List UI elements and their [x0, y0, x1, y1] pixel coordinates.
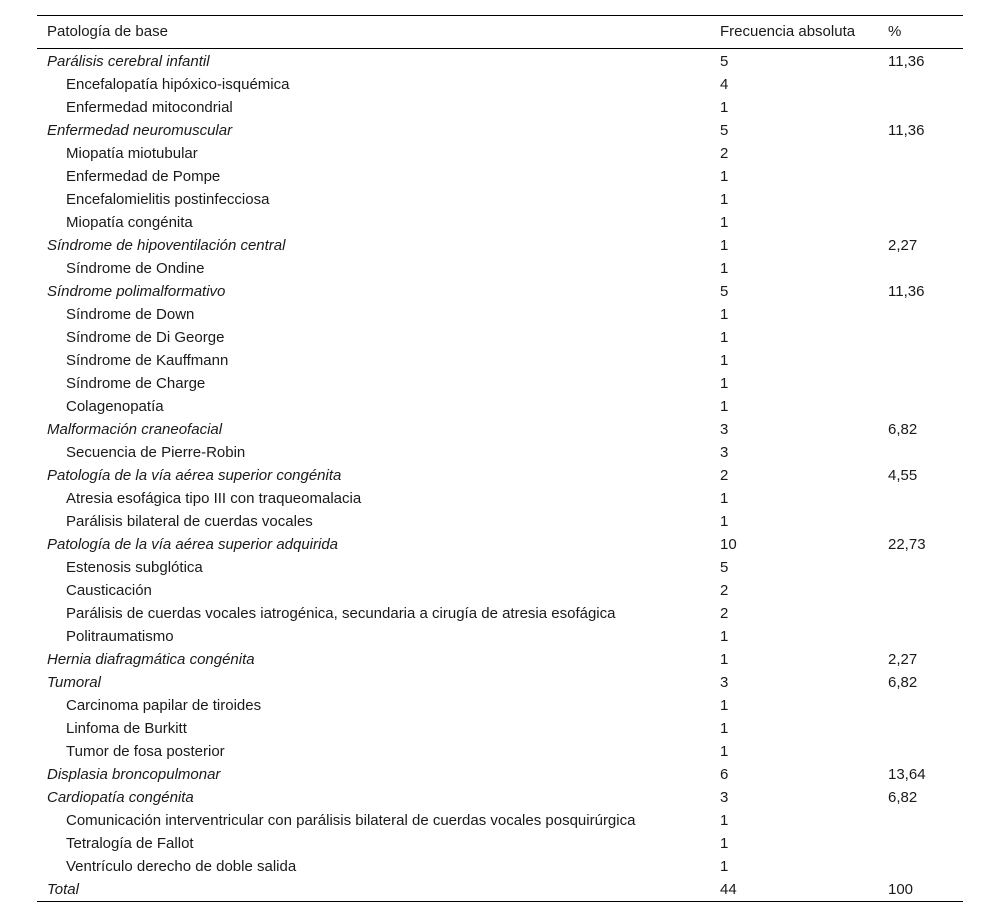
cell-frequency: 3 — [720, 674, 729, 691]
cell-frequency: 1 — [720, 628, 729, 645]
table-row-subitem — [37, 142, 963, 165]
cell-frequency: 1 — [720, 743, 729, 760]
cell-frequency: 1 — [720, 352, 729, 369]
cell-percent: 11,36 — [888, 53, 925, 70]
cell-frequency: 1 — [720, 513, 729, 530]
cell-frequency: 2 — [720, 582, 729, 599]
cell-percent — [878, 855, 963, 878]
table-row-category — [37, 49, 963, 74]
cell-frequency: 1 — [720, 329, 729, 346]
cell-frequency: 3 — [720, 421, 729, 438]
cell-frequency: 1 — [720, 375, 729, 392]
cell-percent — [878, 579, 963, 602]
cell-pathology: Síndrome de Charge — [66, 375, 206, 392]
cell-percent — [878, 96, 963, 119]
cell-percent — [878, 694, 963, 717]
cell-frequency: 1 — [720, 858, 729, 875]
table-row-category — [37, 786, 963, 809]
cell-pathology: Síndrome de Kauffmann — [66, 352, 229, 369]
table-row-subitem — [37, 510, 963, 533]
cell-frequency: 1 — [720, 214, 729, 231]
cell-percent — [878, 142, 963, 165]
cell-frequency: 2 — [720, 145, 729, 162]
cell-percent: 6,82 — [888, 421, 918, 438]
cell-percent: 6,82 — [888, 789, 918, 806]
table-row-category — [37, 119, 963, 142]
cell-pathology: Secuencia de Pierre-Robin — [66, 444, 246, 461]
cell-pathology: Politraumatismo — [66, 628, 174, 645]
cell-percent — [878, 717, 963, 740]
table-row-subitem — [37, 855, 963, 878]
cell-frequency: 44 — [720, 881, 737, 898]
table-row-subitem — [37, 326, 963, 349]
table-row-subitem — [37, 165, 963, 188]
table-row-subitem — [37, 96, 963, 119]
cell-pathology: Hernia diafragmática congénita — [47, 651, 255, 668]
table-row-subitem — [37, 303, 963, 326]
cell-percent: 2,27 — [888, 237, 918, 254]
cell-pathology: Enfermedad neuromuscular — [47, 122, 233, 139]
table-row-subitem — [37, 579, 963, 602]
table-row-category — [37, 234, 963, 257]
cell-pathology: Tumoral — [47, 674, 101, 691]
cell-pathology: Parálisis cerebral infantil — [47, 53, 210, 70]
header-percent: % — [888, 23, 902, 40]
cell-pathology: Síndrome de Di George — [66, 329, 225, 346]
header-frequency: Frecuencia absoluta — [720, 23, 856, 40]
cell-frequency: 6 — [720, 766, 729, 783]
cell-pathology: Miopatía miotubular — [66, 145, 198, 162]
table-row-subitem — [37, 556, 963, 579]
cell-pathology: Enfermedad de Pompe — [66, 168, 221, 185]
table-row-subitem — [37, 73, 963, 96]
table-row-subitem — [37, 740, 963, 763]
cell-percent: 13,64 — [888, 766, 926, 783]
table-row-subitem — [37, 694, 963, 717]
cell-pathology: Estenosis subglótica — [66, 559, 203, 576]
cell-frequency: 2 — [720, 605, 729, 622]
table-row-category — [37, 418, 963, 441]
cell-percent — [878, 73, 963, 96]
cell-frequency: 1 — [720, 697, 729, 714]
table-row-category — [37, 280, 963, 303]
cell-frequency: 1 — [720, 835, 729, 852]
cell-percent: 11,36 — [888, 283, 925, 300]
cell-pathology: Ventrículo derecho de doble salida — [66, 858, 297, 875]
cell-percent — [878, 326, 963, 349]
cell-pathology: Síndrome polimalformativo — [47, 283, 226, 300]
cell-pathology: Linfoma de Burkitt — [66, 720, 187, 737]
cell-percent — [878, 165, 963, 188]
cell-pathology: Atresia esofágica tipo III con traqueomalacia — [66, 490, 362, 507]
cell-frequency: 3 — [720, 444, 729, 461]
table-row-subitem — [37, 211, 963, 234]
cell-pathology: Síndrome de hipoventilación central — [47, 237, 286, 254]
cell-percent: 4,55 — [888, 467, 918, 484]
cell-percent — [878, 602, 963, 625]
cell-pathology: Encefalomielitis postinfecciosa — [66, 191, 270, 208]
cell-pathology: Displasia broncopulmonar — [47, 766, 221, 783]
cell-percent — [878, 303, 963, 326]
cell-percent — [878, 487, 963, 510]
cell-frequency: 1 — [720, 490, 729, 507]
cell-percent — [878, 372, 963, 395]
header-pathology: Patología de base — [47, 23, 168, 40]
table-row-subitem — [37, 349, 963, 372]
cell-frequency: 1 — [720, 168, 729, 185]
cell-pathology: Enfermedad mitocondrial — [66, 99, 233, 116]
table-row-subitem — [37, 602, 963, 625]
cell-percent: 11,36 — [888, 122, 925, 139]
cell-pathology: Tumor de fosa posterior — [66, 743, 225, 760]
cell-frequency: 5 — [720, 122, 729, 139]
pathology-table — [37, 15, 963, 902]
table-row-category — [37, 671, 963, 694]
table-row-subitem — [37, 832, 963, 855]
cell-pathology: Miopatía congénita — [66, 214, 193, 231]
cell-pathology: Cardiopatía congénita — [47, 789, 194, 806]
cell-percent: 100 — [888, 881, 914, 898]
cell-frequency: 4 — [720, 76, 729, 93]
cell-pathology: Tetralogía de Fallot — [66, 835, 194, 852]
cell-percent — [878, 556, 963, 579]
cell-frequency: 2 — [720, 467, 729, 484]
cell-frequency: 1 — [720, 237, 729, 254]
table-row-subitem — [37, 395, 963, 418]
table-row-category — [37, 533, 963, 556]
cell-frequency: 3 — [720, 789, 729, 806]
table-header — [37, 16, 963, 49]
table-row-category — [37, 763, 963, 786]
cell-pathology: Malformación craneofacial — [47, 421, 223, 438]
cell-pathology: Parálisis de cuerdas vocales iatrogénica, secundaria a cirugía de atresia esofágica — [66, 605, 616, 622]
cell-pathology: Causticación — [66, 582, 152, 599]
table-row-subitem — [37, 487, 963, 510]
cell-pathology: Patología de la vía aérea superior adquirida — [47, 536, 339, 553]
cell-frequency: 5 — [720, 283, 729, 300]
table-body — [37, 49, 963, 902]
table-row-subitem — [37, 441, 963, 464]
cell-frequency: 1 — [720, 398, 729, 415]
cell-percent — [878, 441, 963, 464]
table-row-subitem — [37, 625, 963, 648]
table-row-subitem — [37, 372, 963, 395]
cell-percent — [878, 395, 963, 418]
cell-percent — [878, 809, 963, 832]
cell-frequency: 1 — [720, 99, 729, 116]
cell-frequency: 1 — [720, 812, 729, 829]
cell-frequency: 1 — [720, 260, 729, 277]
cell-pathology: Síndrome de Down — [66, 306, 195, 323]
table-row-subitem — [37, 717, 963, 740]
table-row-subitem — [37, 188, 963, 211]
cell-pathology: Parálisis bilateral de cuerdas vocales — [66, 513, 313, 530]
cell-pathology: Total — [47, 881, 79, 898]
cell-percent — [878, 188, 963, 211]
cell-percent — [878, 510, 963, 533]
cell-frequency: 1 — [720, 720, 729, 737]
table-row-category — [37, 648, 963, 671]
header-row — [37, 16, 963, 49]
cell-pathology: Patología de la vía aérea superior congénita — [47, 467, 342, 484]
cell-pathology: Encefalopatía hipóxico-isquémica — [66, 76, 290, 93]
table-row-category — [37, 878, 963, 902]
cell-frequency: 5 — [720, 559, 729, 576]
cell-frequency: 1 — [720, 651, 729, 668]
cell-frequency: 5 — [720, 53, 729, 70]
cell-pathology: Síndrome de Ondine — [66, 260, 205, 277]
cell-pathology: Carcinoma papilar de tiroides — [66, 697, 262, 714]
table-row-subitem — [37, 257, 963, 280]
cell-percent — [878, 740, 963, 763]
cell-percent: 22,73 — [888, 536, 926, 553]
cell-frequency: 10 — [720, 536, 737, 553]
cell-frequency: 1 — [720, 306, 729, 323]
cell-percent: 6,82 — [888, 674, 918, 691]
table-row-category — [37, 464, 963, 487]
cell-percent — [878, 349, 963, 372]
cell-pathology: Colagenopatía — [66, 398, 164, 415]
cell-frequency: 1 — [720, 191, 729, 208]
cell-percent — [878, 257, 963, 280]
table-row-subitem — [37, 809, 963, 832]
cell-percent: 2,27 — [888, 651, 918, 668]
cell-percent — [878, 625, 963, 648]
cell-percent — [878, 211, 963, 234]
cell-pathology: Comunicación interventricular con parálisis bilateral de cuerdas vocales posquirúrgica — [66, 812, 636, 829]
cell-percent — [878, 832, 963, 855]
